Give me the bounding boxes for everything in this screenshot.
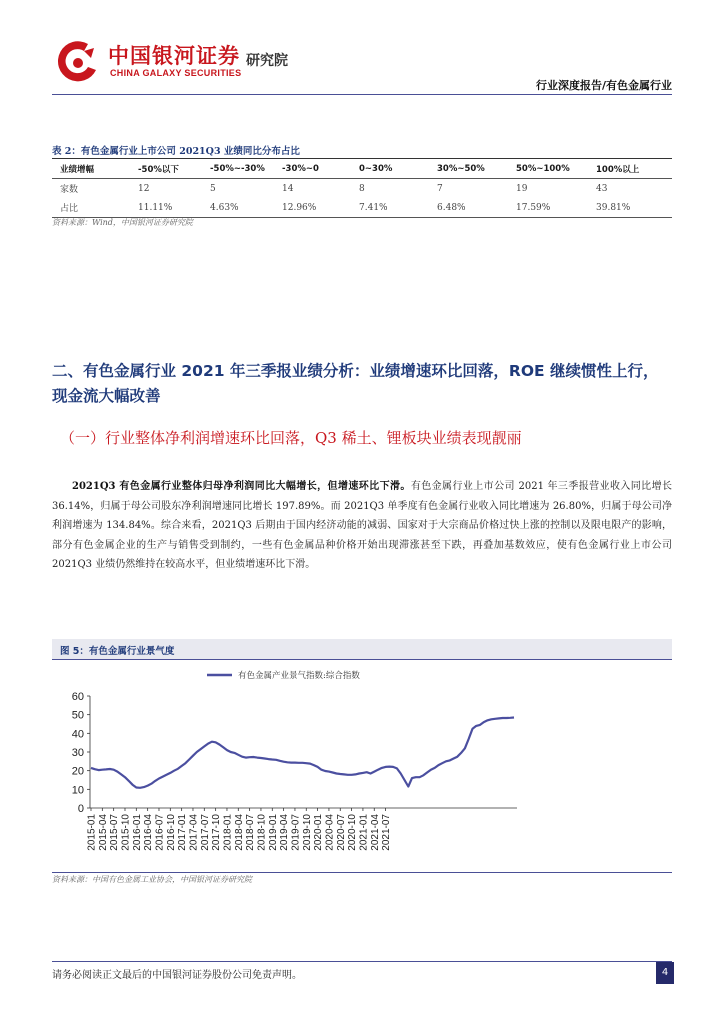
table-row — [52, 198, 672, 218]
table-cell: 占比 — [52, 198, 138, 218]
figure-title: 图 5：有色金属行业景气度 — [60, 646, 175, 657]
table-header-cell: -50%~-30% — [210, 159, 282, 179]
logo-english-name: CHINA GALAXY SECURITIES — [110, 68, 242, 78]
subsection-heading: （一）行业整体净利润增速环比回落，Q3 稀土、锂板块业绩表现靓丽 — [60, 429, 522, 447]
y-tick-label: 50 — [71, 709, 84, 722]
x-tick-label: 2021-01 — [358, 814, 370, 851]
footer-divider — [52, 961, 672, 962]
figure-source: 资料来源：中国有色金属工业协会，中国银河证券研究院 — [52, 875, 252, 884]
legend-label: 有色金属产业景气指数:综合指数 — [238, 671, 360, 681]
table-cell: 14 — [282, 183, 294, 194]
x-tick-label: 2016-04 — [143, 814, 155, 851]
table-cell: 43 — [596, 183, 608, 194]
x-tick-label: 2017-07 — [199, 814, 211, 851]
table-cell: 12 — [138, 183, 150, 194]
x-tick-label: 2019-10 — [301, 814, 313, 851]
table-cell: 8 — [359, 183, 365, 194]
table-cell: 11.11% — [138, 198, 210, 218]
y-tick-label: 0 — [77, 803, 84, 815]
table-cell: 12.96% — [282, 198, 359, 218]
y-tick-label: 10 — [71, 784, 84, 797]
table-header-cell: 业绩增幅 — [52, 159, 138, 179]
table-cell: 家数 — [60, 185, 79, 195]
table-cell: 6.48% — [437, 198, 516, 218]
x-tick-label: 2019-04 — [279, 814, 291, 851]
table-cell: 39.81% — [596, 198, 672, 218]
logo-institute: 研究院 — [246, 53, 288, 69]
x-tick-label: 2017-01 — [177, 814, 189, 851]
paragraph-text: 有色金属行业上市公司 2021 年三季报营业收入同比增长 36.14%，归属于母公司股东净利润增速同比增长 197.89%。而 2021Q3 单季度有色金属行业收入同比增速为 26.80%，归属于母公司净利润增速为 134.84%。综合来看，2021Q3 后期由于国内经济动能的减弱、国家对于大宗商品价格过快上涨的控制以及限电限产的影响，部分有色金属企业的生产与销售受到制约，一些有色金属品种价格开始出现滞涨甚至下跌，再叠加基数效应，使有色金属行业上市公司 2021Q3 业绩仍然维持在较高水平，但业绩增速环比下滑。 — [52, 481, 672, 570]
y-tick-label: 30 — [71, 747, 84, 759]
galaxy-logo-icon — [54, 38, 102, 86]
table-row — [52, 179, 672, 199]
table-cell: 5 — [210, 183, 216, 194]
x-tick-label: 2021-07 — [381, 814, 393, 851]
y-tick-label: 40 — [71, 728, 84, 741]
x-tick-label: 2020-01 — [313, 814, 325, 851]
table-header-cell: 0~30% — [359, 159, 437, 179]
x-tick-label: 2019-01 — [267, 814, 279, 851]
figure-divider — [52, 872, 672, 873]
table-cell: 4.63% — [210, 198, 282, 218]
table-header-row — [52, 159, 672, 179]
table-cell: 17.59% — [516, 198, 596, 218]
table-header-cell: 100%以上 — [596, 159, 672, 179]
table-header-cell: -50%以下 — [138, 159, 210, 179]
table-header-cell: 50%~100% — [516, 159, 596, 179]
table-header-cell: -30%~0 — [282, 159, 359, 179]
table-cell: 7 — [437, 183, 443, 194]
x-tick-label: 2018-04 — [233, 814, 245, 851]
y-tick-label: 60 — [71, 691, 84, 703]
table-caption: 表 2：有色金属行业上市公司 2021Q3 业绩同比分布占比 — [52, 146, 300, 157]
x-tick-label: 2018-01 — [222, 814, 234, 851]
table-header-cell: 30%~50% — [437, 159, 516, 179]
x-tick-label: 2018-10 — [256, 814, 268, 851]
x-tick-label: 2021-04 — [369, 814, 381, 851]
performance-distribution-table — [52, 158, 672, 218]
x-tick-label: 2020-10 — [347, 814, 359, 851]
x-tick-label: 2015-10 — [120, 814, 132, 851]
table-source: 资料来源：Wind，中国银河证券研究院 — [52, 218, 193, 227]
header-divider — [52, 94, 672, 95]
logo-chinese-name: 中国银河证券 — [108, 44, 240, 68]
series-line — [91, 718, 514, 788]
x-tick-label: 2016-07 — [154, 814, 166, 851]
table-cell: 7.41% — [359, 198, 437, 218]
page-number: 4 — [656, 962, 674, 984]
x-tick-label: 2020-04 — [324, 814, 336, 851]
x-tick-label: 2015-04 — [97, 814, 109, 851]
body-paragraph — [52, 477, 672, 575]
section-heading: 二、有色金属行业 2021 年三季报业绩分析：业绩增速环比回落，ROE 继续惯性上行，现金流大幅改善 — [52, 362, 659, 405]
industry-prosperity-chart — [52, 663, 672, 869]
x-tick-label: 2015-07 — [109, 814, 121, 851]
footer-disclaimer: 请务必阅读正文最后的中国银河证券股份公司免责声明。 — [52, 970, 302, 981]
x-tick-label: 2020-07 — [335, 814, 347, 851]
paragraph-lead: 2021Q3 有色金属行业整体归母净利润同比大幅增长，但增速环比下滑。 — [72, 481, 411, 492]
y-tick-label: 20 — [71, 765, 84, 778]
x-tick-label: 2017-04 — [188, 814, 200, 851]
report-category: 行业深度报告/有色金属行业 — [535, 79, 672, 92]
x-tick-label: 2019-07 — [290, 814, 302, 851]
x-tick-label: 2015-01 — [86, 814, 98, 851]
table-cell: 19 — [516, 183, 528, 194]
x-tick-label: 2018-07 — [245, 814, 257, 851]
x-tick-label: 2016-10 — [165, 814, 177, 851]
x-tick-label: 2017-10 — [211, 814, 223, 851]
x-tick-label: 2016-01 — [131, 814, 143, 851]
